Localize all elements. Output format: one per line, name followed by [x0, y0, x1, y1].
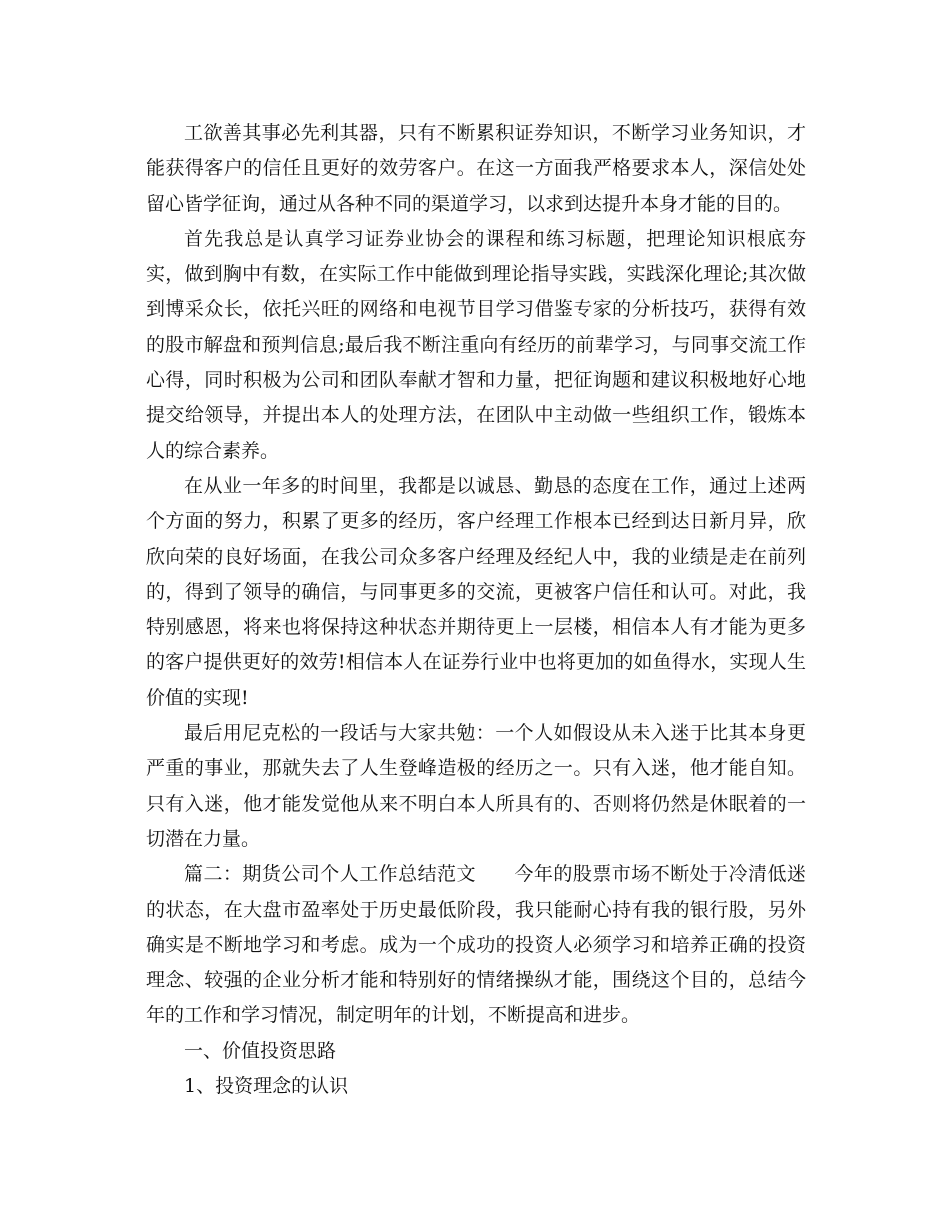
section-text: 今年的股票市场不断处于冷清低迷的状态，在大盘市盈率处于历史最低阶段，我只能耐心持有我的银行股，另外确实是不断地学习和考虑。成为一个成功的投资人必须学习和培养正确的投资理念、较强的企业分析才能和特别好的情绪操纵才能，围绕这个目的，总结今年的工作和学习情况，制定明年的计划，不断提高和进步。 — [146, 863, 806, 1027]
paragraph: 首先我总是认真学习证券业协会的课程和练习标题，把理论知识根底夯实，做到胸中有数，在实际工作中能做到理论指导实践，实践深化理论;其次做到博采众长，依托兴旺的网络和电视节目学习借鉴专家的分析技巧，获得有效的股市解盘和预判信息;最后我不断注重向有经历的前辈学习，与同事交流工作心得，同时积极为公司和团队奉献才智和力量，把征询题和建议积极地好心地提交给领导，并提出本人的处理方法，在团队中主动做一些组织工作，锻炼本人的综合素养。 — [146, 227, 806, 462]
section-title: 篇二：期货公司个人工作总结范文 — [184, 863, 476, 886]
paragraph: 最后用尼克松的一段话与大家共勉：一个人如假设从未入迷于比其本身更严重的事业，那就失去了人生登峰造极的经历之一。只有入迷，他才能自知。只有入迷，他才能发觉他从来不明白本人所具有的、否则将仍然是休眠着的一切潜在力量。 — [146, 722, 806, 850]
paragraph: 在从业一年多的时间里，我都是以诚恳、勤恳的态度在工作，通过上述两个方面的努力，积累了更多的经历，客户经理工作根本已经到达日新月异，欣欣向荣的良好场面，在我公司众多客户经理及经纪人中，我的业绩是走在前列的，得到了领导的确信，与同事更多的交流，更被客户信任和认可。对此，我特别感恩，将来也将保持这种状态并期待更上一层楼，相信本人有才能为更多的客户提供更好的效劳!相信本人在证券行业中也将更加的如鱼得水，实现人生价值的实现! — [146, 474, 806, 709]
paragraph-with-section-title — [146, 857, 806, 1033]
paragraph: 工欲善其事必先利其器，只有不断累积证券知识，不断学习业务知识，才能获得客户的信任且更好的效劳客户。在这一方面我严格要求本人，深信处处留心皆学征询，通过从各种不同的渠道学习，以求到达提升本身才能的目的。 — [146, 122, 806, 215]
heading-level-2: 1、投资理念的认识 — [184, 1075, 349, 1098]
document-body — [146, 116, 806, 1104]
heading-level-1: 一、价值投资思路 — [184, 1039, 337, 1062]
